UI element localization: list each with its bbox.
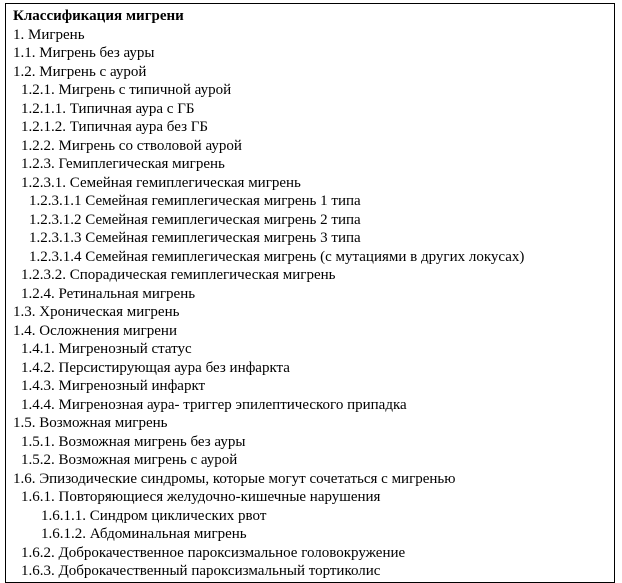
list-item: 1.6.1. Повторяющиеся желудочно-кишечные нарушения: [21, 489, 381, 505]
list-item: 1.2.3.1.4 Семейная гемиплегическая мигрень (с мутациями в других локусах): [29, 248, 525, 265]
list-item: 1.2.1.2. Типичная аура без ГБ: [21, 119, 209, 135]
list-item: 1.3. Хроническая мигрень: [13, 304, 180, 320]
list-item: 1.5.2. Возможная мигрень с аурой: [21, 452, 238, 468]
list-item: 1.1. Мигрень без ауры: [13, 45, 155, 61]
list-item: 1.4. Осложнения мигрени: [13, 322, 177, 339]
list-item: 1.2.4. Ретинальная мигрень: [21, 285, 196, 302]
list-item: 1.2.1.1. Типичная аура с ГБ: [21, 100, 195, 117]
list-item: 1.4.2. Персистирующая аура без инфаркта: [21, 359, 290, 376]
list-item: 1.5. Возможная мигрень: [13, 415, 168, 431]
list-item: 1.4.3. Мигренозный инфаркт: [21, 378, 206, 394]
list-item: 1.2.3. Гемиплегическая мигрень: [21, 156, 225, 172]
list-item: 1.2. Мигрень с аурой: [13, 63, 147, 80]
list-item: 1.4.4. Мигренозная аура- триггер эпилептического припадка: [21, 396, 407, 413]
list-item: 1.2.3.1. Семейная гемиплегическая мигрень: [21, 174, 301, 191]
classification-table: [5, 3, 615, 583]
list-item: 1.5.1. Возможная мигрень без ауры: [21, 433, 246, 450]
list-item: 1.6.3. Доброкачественный пароксизмальный тортиколис: [21, 563, 381, 579]
list-item: 1. Мигрень: [13, 26, 85, 43]
classification-list: [6, 26, 524, 581]
document-title: Классификация мигрени: [13, 8, 184, 24]
list-item: 1.2.3.1.2 Семейная гемиплегическая мигрень 2 типа: [29, 211, 361, 228]
list-item: 1.2.2. Мигрень со стволовой аурой: [21, 137, 242, 154]
list-item: 1.2.3.1.1 Семейная гемиплегическая мигрень 1 типа: [29, 193, 361, 209]
list-item: 1.4.1. Мигренозный статус: [21, 341, 192, 357]
list-item: 1.2.1. Мигрень с типичной аурой: [21, 82, 232, 98]
list-item: 1.6.1.2. Абдоминальная мигрень: [41, 526, 247, 542]
list-item: 1.6. Эпизодические синдромы, которые могут сочетаться с мигренью: [13, 470, 456, 487]
list-item: 1.2.3.2. Спорадическая гемиплегическая мигрень: [21, 267, 336, 283]
list-item: 1.6.2. Доброкачественное пароксизмальное головокружение: [21, 544, 406, 561]
list-item: 1.6.1.1. Синдром циклических рвот: [41, 507, 267, 524]
list-item: 1.2.3.1.3 Семейная гемиплегическая мигрень 3 типа: [29, 230, 361, 246]
